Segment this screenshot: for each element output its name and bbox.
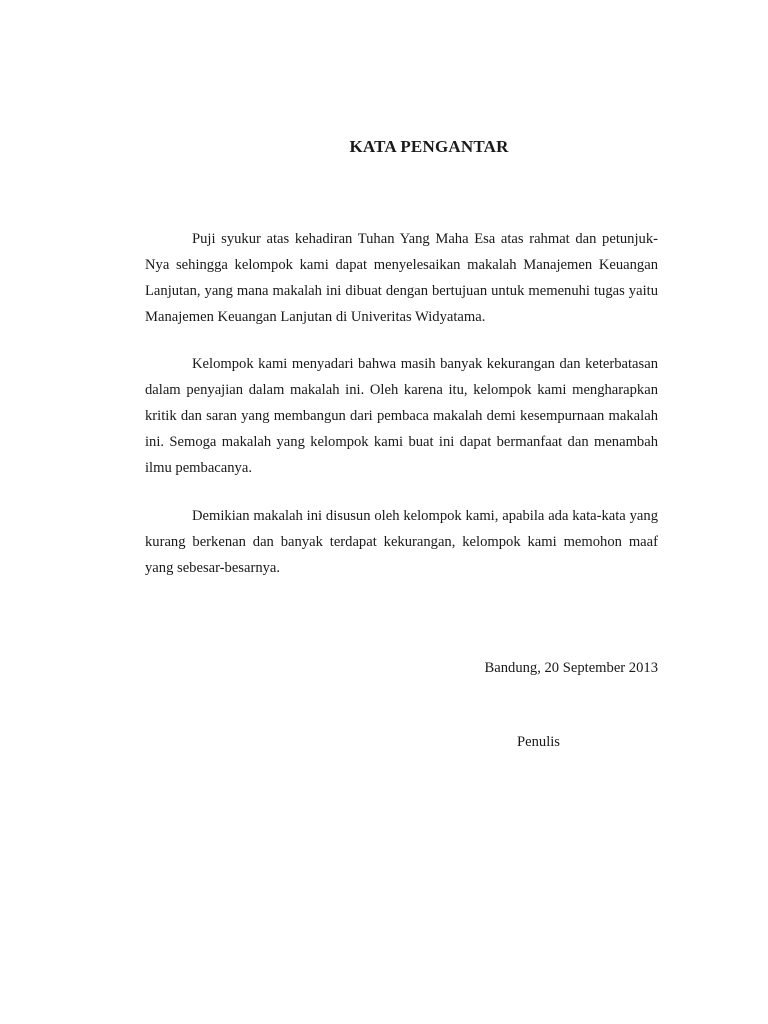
place-date: Bandung, 20 September 2013: [484, 660, 658, 676]
paragraph-1: [145, 226, 658, 330]
signer-label: Penulis: [517, 734, 560, 750]
paragraph-3: [145, 503, 658, 581]
paragraph-3-text: Demikian makalah ini disusun oleh kelompok kami, apabila ada kata-kata yang kurang berkenan dan banyak terdapat kekurangan, kelompok kami memohon maaf yang sebesar-besarnya.: [145, 508, 658, 576]
paragraph-2-text: Kelompok kami menyadari bahwa masih banyak kekurangan dan keterbatasan dalam penyajian dalam makalah ini. Oleh karena itu, kelompok kami mengharapkan kritik dan saran yang membangun dari pembaca makalah demi kesempurnaan makalah ini. Semoga makalah yang kelompok kami buat ini dapat bermanfaat dan menambah ilmu pembacanya.: [145, 356, 658, 476]
paragraph-1-text: Puji syukur atas kehadiran Tuhan Yang Maha Esa atas rahmat dan petunjuk-Nya sehingga kelompok kami dapat menyelesaikan makalah Manajemen Keuangan Lanjutan, yang mana makalah ini dibuat dengan bertujuan untuk memenuhi tugas yaitu Manajemen Keuangan Lanjutan di Univeritas Widyatama.: [145, 231, 658, 325]
page-title: KATA PENGANTAR: [349, 137, 509, 156]
paragraph-2: [145, 351, 658, 481]
